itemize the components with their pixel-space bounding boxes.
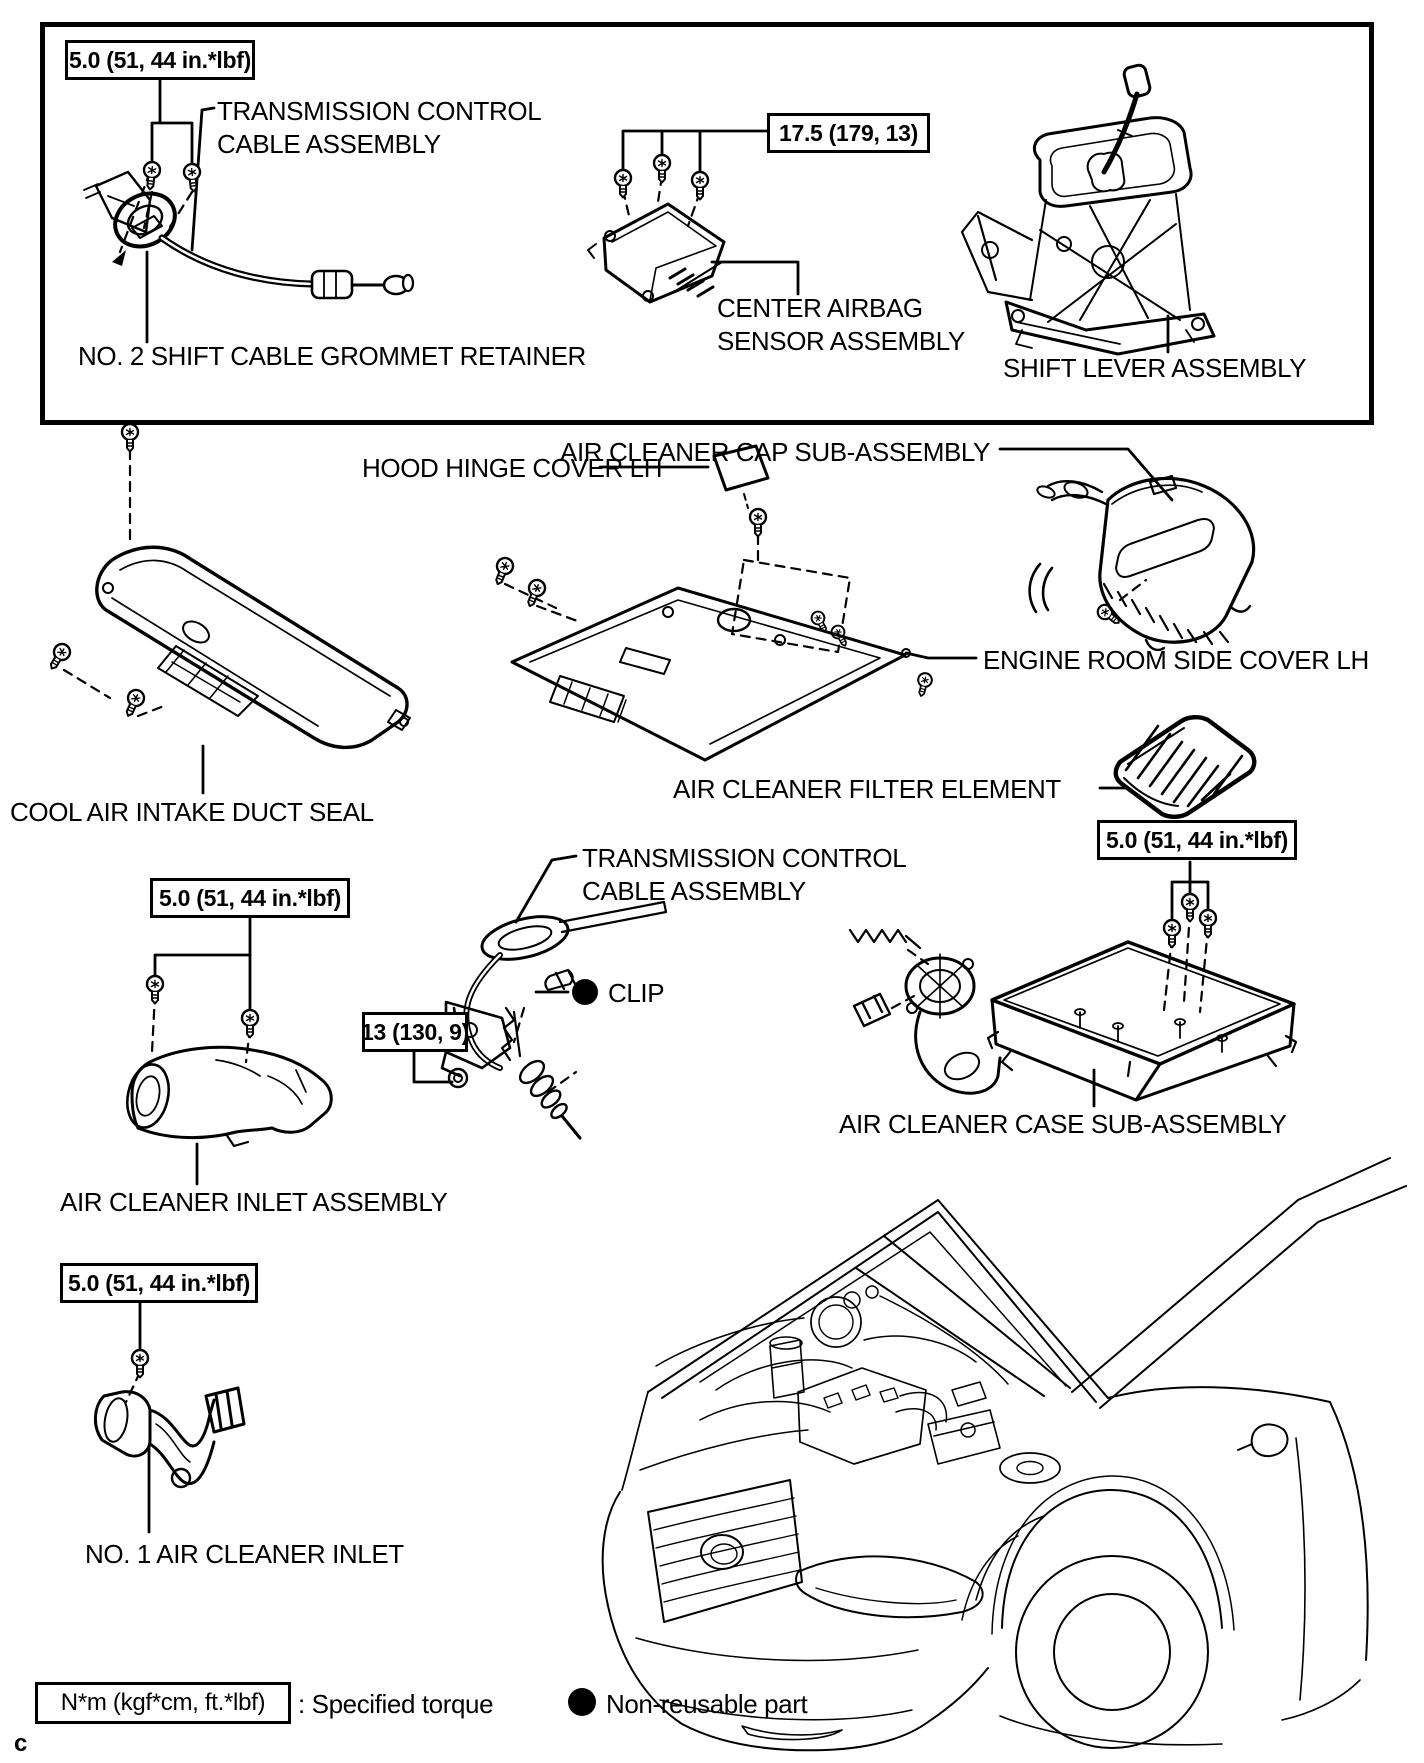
inlet-assembly-illustration (122, 1047, 331, 1146)
airbag-sensor-label (717, 292, 965, 358)
engine-room-cover-illustration (512, 588, 910, 760)
shift-lever-label: SHIFT LEVER ASSEMBLY (1003, 353, 1307, 383)
page-footer-char: c (14, 1730, 28, 1757)
air-cleaner-cap-illustration (1030, 476, 1254, 650)
torque-spec-no1-inlet: 5.0 (51, 44 in.*lbf) (60, 1263, 258, 1303)
grommet-retainer-label: NO. 2 SHIFT CABLE GROMMET RETAINER (78, 341, 586, 371)
torque-spec-air-cleaner-cap: 5.0 (51, 44 in.*lbf) (1097, 820, 1297, 860)
clip-non-reusable-dot (572, 979, 598, 1005)
clip-label: CLIP (608, 978, 665, 1008)
air-cleaner-filter-label: AIR CLEANER FILTER ELEMENT (673, 774, 1061, 804)
transmission-cable-line2: CABLE ASSEMBLY (217, 129, 441, 159)
torque-spec-airbag-sensor: 17.5 (179, 13) (767, 113, 930, 153)
inlet-assembly-label: AIR CLEANER INLET ASSEMBLY (60, 1187, 448, 1217)
cool-air-duct-illustration (97, 547, 410, 747)
torque-spec-grommet-retainer: 5.0 (51, 44 in.*lbf) (65, 40, 255, 80)
airbag-sensor-line2: SENSOR ASSEMBLY (717, 326, 965, 356)
car-illustration (603, 1158, 1406, 1750)
specified-torque-label: : Specified torque (298, 1689, 494, 1719)
airbag-sensor-line1: CENTER AIRBAG (717, 293, 923, 323)
no1-inlet-illustration (95, 1388, 244, 1487)
air-cleaner-cap-label: AIR CLEANER CAP SUB-ASSEMBLY (560, 437, 990, 467)
torque-spec-inlet-assembly: 5.0 (51, 44 in.*lbf) (150, 878, 350, 918)
torque-format-box: N*m (kgf*cm, ft.*lbf) (35, 1682, 291, 1724)
air-cleaner-case-illustration (850, 930, 1296, 1100)
cool-air-duct-seal-label: COOL AIR INTAKE DUCT SEAL (10, 797, 374, 827)
transmission-cable-mid-line2: CABLE ASSEMBLY (582, 876, 806, 906)
transmission-cable-label-mid (582, 842, 906, 908)
filter-element-illustration (1116, 717, 1255, 817)
engine-room-side-cover-label: ENGINE ROOM SIDE COVER LH (983, 645, 1369, 675)
torque-spec-cable-bracket: 13 (130, 9) (362, 1012, 468, 1052)
transmission-cable-line1: TRANSMISSION CONTROL (217, 96, 542, 126)
non-reusable-label: Non-reusable part (606, 1689, 808, 1719)
no1-inlet-label: NO. 1 AIR CLEANER INLET (85, 1539, 404, 1569)
transmission-cable-mid-line1: TRANSMISSION CONTROL (582, 843, 907, 873)
transmission-cable-illustration (442, 902, 666, 1138)
transmission-cable-label-top (217, 95, 541, 161)
hood-hinge-cover-label: HOOD HINGE COVER LH (362, 453, 663, 483)
legend-non-reusable-dot (568, 1688, 596, 1716)
air-cleaner-case-label: AIR CLEANER CASE SUB-ASSEMBLY (839, 1109, 1287, 1139)
